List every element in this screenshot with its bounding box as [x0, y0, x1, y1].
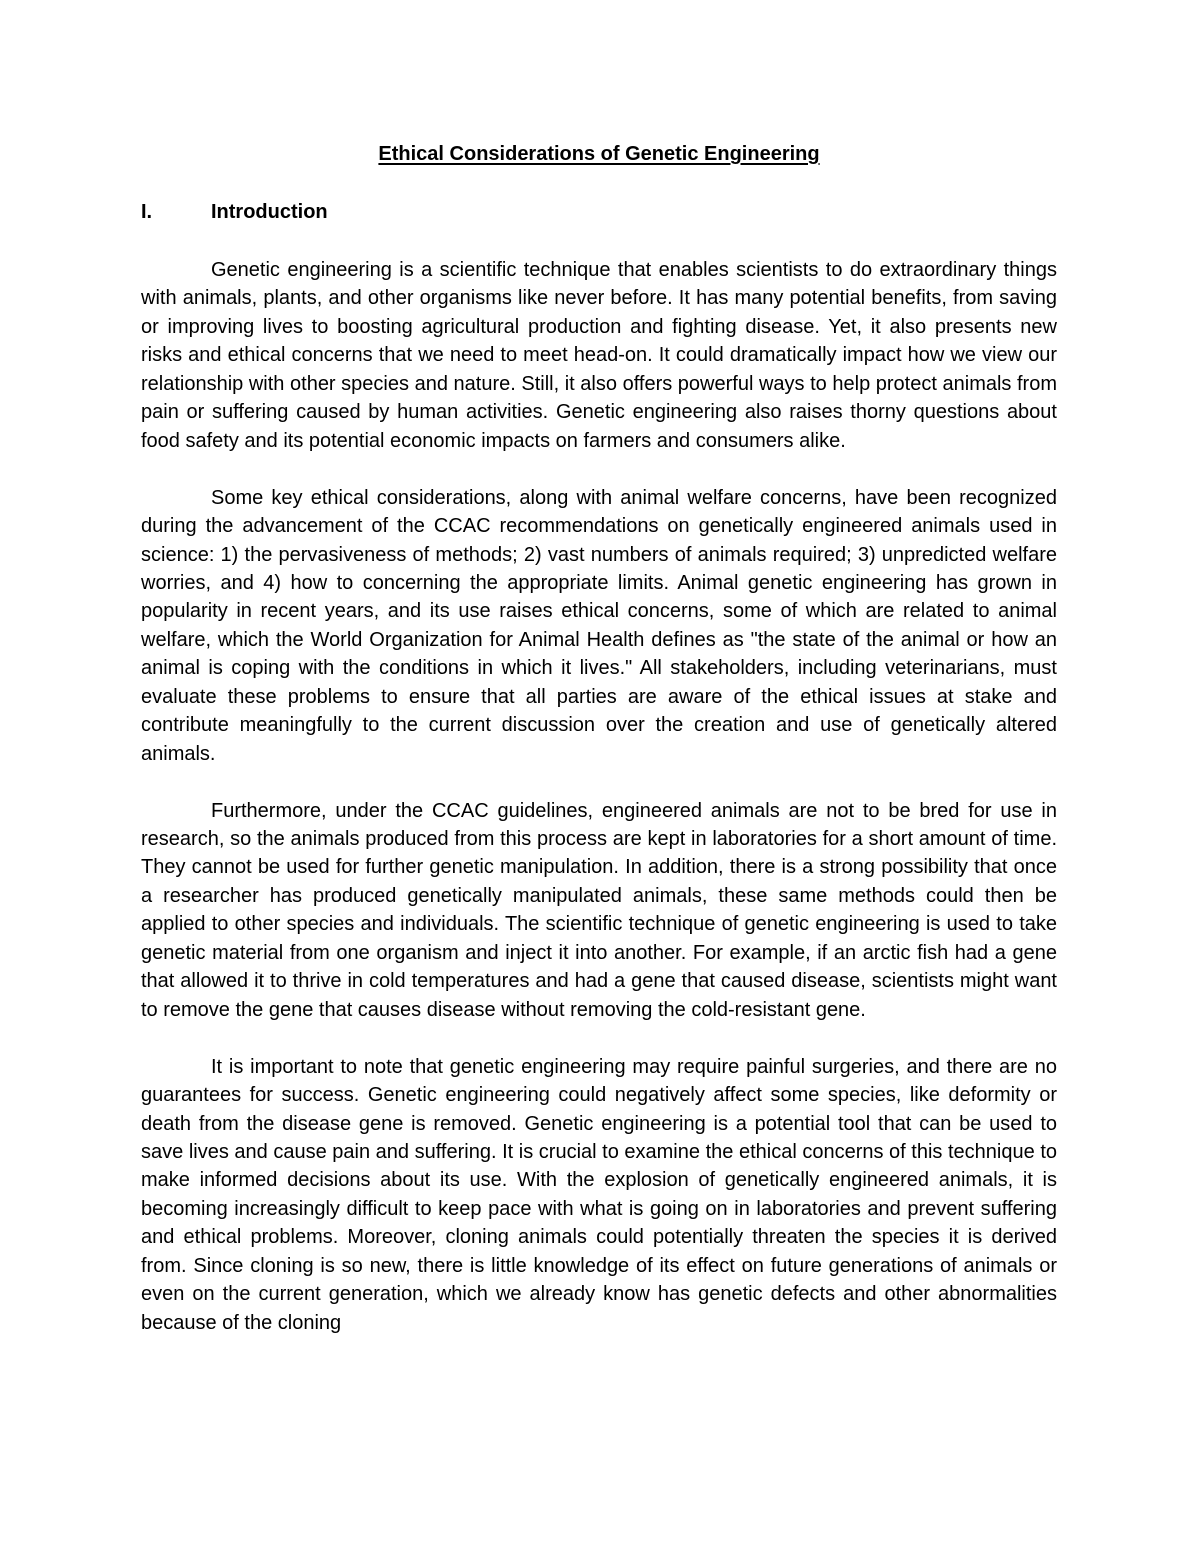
section-heading: [141, 196, 1057, 228]
paragraph: Genetic engineering is a scientific technique that enables scientists to do extraordinary things with animals, plants, and other organisms like never before. It has many potential benefits, from saving or improving lives to boosting agricultural production and fighting disease. Yet, it also presents new risks and ethical concerns that we need to meet head-on. It could dramatically impact how we view our relationship with other species and nature. Still, it also offers powerful ways to help protect animals from pain or suffering caused by human activities. Genetic engineering also raises thorny questions about food safety and its potential economic impacts on farmers and consumers alike.: [141, 259, 1057, 452]
paragraph: It is important to note that genetic engineering may require painful surgeries, and there are no guarantees for success. Genetic engineering could negatively affect some species, like deformity or death from the disease gene is removed. Genetic engineering is a potential tool that can be used to save lives and cause pain and suffering. It is crucial to examine the ethical concerns of this technique to make informed decisions about its use. With the explosion of genetically engineered animals, it is becoming increasingly difficult to keep pace with what is going on in laboratories and prevent suffering and ethical problems. Moreover, cloning animals could potentially threaten the species it is derived from. Since cloning is so new, there is little knowledge of its effect on future generations of animals or even on the current generation, which we already know has genetic defects and other abnormalities because of the cloning: [141, 1055, 1057, 1334]
document-title: Ethical Considerations of Genetic Engineering: [378, 143, 820, 165]
section-number: I.: [141, 201, 153, 223]
paragraph: Furthermore, under the CCAC guidelines, engineered animals are not to be bred for use in research, so the animals produced from this process are kept in laboratories for a short amount of time. They cannot be used for further genetic manipulation. In addition, there is a strong possibility that once a researcher has produced genetically manipulated animals, these same methods could then be applied to other species and individuals. The scientific technique of genetic engineering is used to take genetic material from one organism and inject it into another. For example, if an arctic fish had a gene that allowed it to thrive in cold temperatures and had a gene that caused disease, scientists might want to remove the gene that causes disease without removing the cold-resistant gene.: [141, 799, 1057, 1021]
document-body: [141, 138, 1057, 1337]
section-title: Introduction: [211, 201, 328, 223]
paragraph: Some key ethical considerations, along with animal welfare concerns, have been recognized during the advancement of the CCAC recommendations on genetically engineered animals used in science: 1) the pervasiveness of methods; 2) vast numbers of animals required; 3) unpredicted welfare worries, and 4) how to concerning the appropriate limits. Animal genetic engineering has grown in popularity in recent years, and its use raises ethical concerns, some of which are related to animal welfare, which the World Organization for Animal Health defines as "the state of the animal or how an animal is coping with the conditions in which it lives." All stakeholders, including veterinarians, must evaluate these problems to ensure that all parties are aware of the ethical issues at stake and contribute meaningfully to the current discussion over the creation and use of genetically altered animals.: [141, 486, 1057, 765]
